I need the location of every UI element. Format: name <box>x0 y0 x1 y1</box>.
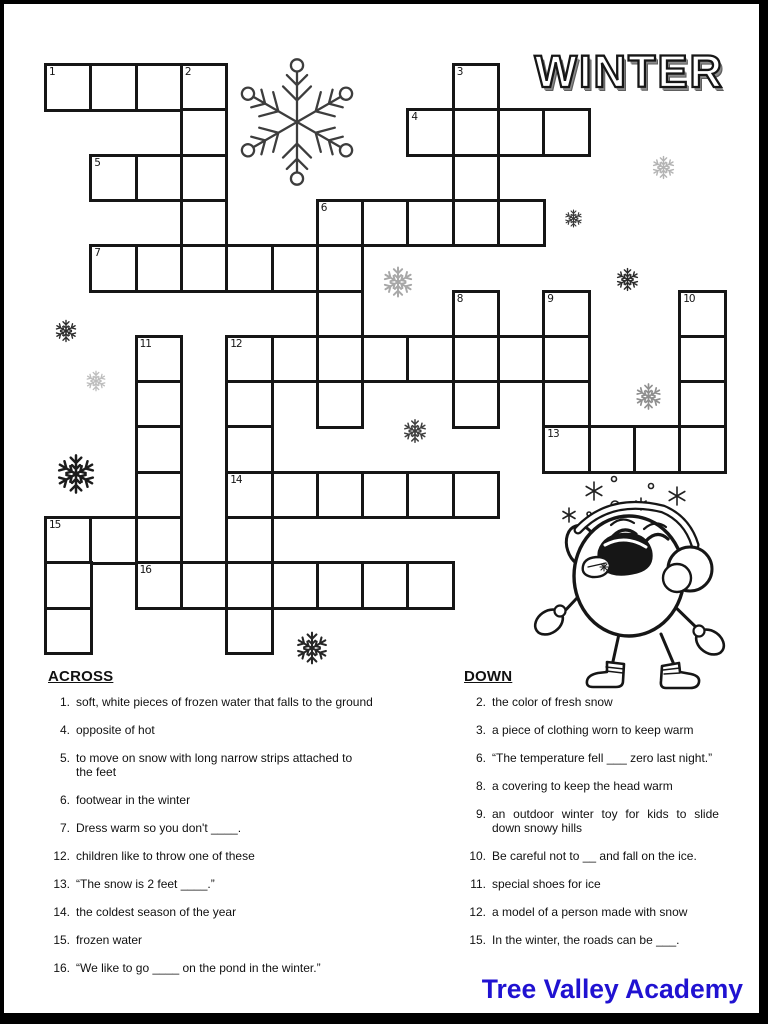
grid-cell-number: 8 <box>456 292 463 305</box>
clue-line: “We like to go ____ on the pond in the winter.” <box>76 961 321 976</box>
grid-cell[interactable] <box>44 63 93 112</box>
brand-name: Tree Valley Academy <box>481 974 743 1004</box>
grid-cell[interactable] <box>135 380 184 429</box>
clue-number: 6. <box>59 792 70 807</box>
clue-item <box>46 878 446 892</box>
grid-cell-number: 11 <box>139 337 151 350</box>
clue-number: 2. <box>475 695 486 709</box>
grid-cell[interactable] <box>271 335 320 384</box>
grid-cell[interactable] <box>452 63 501 112</box>
grid-cell[interactable] <box>44 561 93 610</box>
grid-cell[interactable] <box>542 425 591 474</box>
clue-number: 5. <box>59 751 70 766</box>
grid-cell[interactable] <box>452 199 501 248</box>
clue-item <box>462 724 762 738</box>
clue-item <box>46 850 446 864</box>
grid-cell[interactable] <box>89 244 138 293</box>
clue-item <box>462 808 762 835</box>
grid-cell-number: 12 <box>230 337 242 350</box>
grid-cell[interactable] <box>44 607 93 656</box>
grid-cell[interactable] <box>271 561 320 610</box>
grid-cell[interactable] <box>316 244 365 293</box>
grid-cell-number: 14 <box>230 473 242 486</box>
down-clues-section <box>462 668 762 962</box>
clue-text <box>76 724 412 738</box>
grid-cell[interactable] <box>452 154 501 203</box>
grid-cell[interactable] <box>497 108 546 157</box>
clue-text <box>492 906 742 920</box>
clue-number: 10. <box>469 849 486 864</box>
grid-cell[interactable] <box>89 63 138 112</box>
grid-cell-number: 7 <box>94 247 100 260</box>
clue-number: 4. <box>59 723 70 738</box>
grid-cell[interactable] <box>89 154 138 203</box>
clue-line: frozen water <box>76 933 143 948</box>
clue-number: 11. <box>470 877 486 892</box>
clue-text <box>492 752 742 766</box>
grid-cell[interactable] <box>180 63 229 112</box>
grid-cell-number: 5 <box>94 156 100 169</box>
grid-cell[interactable] <box>678 335 727 384</box>
grid-cell[interactable] <box>678 425 727 474</box>
grid-cell-number: 13 <box>547 428 559 441</box>
clue-text <box>76 822 412 836</box>
clue-line: the feet <box>76 764 117 779</box>
grid-cell[interactable] <box>633 425 682 474</box>
grid-cell[interactable] <box>406 471 455 520</box>
across-header: ACROSS <box>48 668 114 685</box>
clue-line: down snowy hills <box>492 820 583 835</box>
clue-text <box>492 724 742 738</box>
clue-item <box>46 962 446 976</box>
clue-text <box>492 878 742 892</box>
grid-cell[interactable] <box>316 380 365 429</box>
clue-line: “The temperature fell ___ zero last night.” <box>492 751 713 766</box>
clue-line: special shoes for ice <box>492 877 601 892</box>
grid-cell[interactable] <box>497 335 546 384</box>
clue-item <box>46 934 446 948</box>
grid-cell[interactable] <box>89 516 138 565</box>
clue-number: 8. <box>475 779 486 794</box>
clue-item <box>462 878 762 892</box>
grid-cell-number: 6 <box>320 201 327 214</box>
grid-cell[interactable] <box>361 561 410 610</box>
grid-cell-number: 1 <box>49 66 55 78</box>
grid-cell[interactable] <box>406 561 455 610</box>
clue-line: the coldest season of the year <box>76 905 237 920</box>
clue-number: 13. <box>53 877 70 892</box>
clue-number: 7. <box>59 820 70 835</box>
clue-text <box>76 878 412 892</box>
grid-cell[interactable] <box>452 471 501 520</box>
clue-number: 6. <box>475 751 486 766</box>
grid-cell[interactable] <box>135 471 184 520</box>
clue-number: 12. <box>469 905 486 920</box>
clue-number: 16. <box>53 961 70 976</box>
grid-cell-number: 4 <box>411 111 418 124</box>
clue-number: 15. <box>469 933 486 948</box>
clue-item <box>462 850 762 864</box>
grid-cell[interactable] <box>406 108 455 157</box>
clue-line: to move on snow with long narrow strips attached to <box>76 751 353 766</box>
grid-cell-number: 16 <box>139 564 151 577</box>
grid-cell[interactable] <box>542 335 591 384</box>
clue-line: opposite of hot <box>76 723 155 738</box>
clue-item <box>46 696 446 710</box>
grid-cell[interactable] <box>361 199 410 248</box>
down-header: DOWN <box>464 668 513 685</box>
clue-number: 15. <box>53 933 70 948</box>
clue-line: soft, white pieces of frozen water that falls to the ground <box>76 695 373 709</box>
grid-cell[interactable] <box>180 154 229 203</box>
grid-cell[interactable] <box>225 425 274 474</box>
grid-cell[interactable] <box>361 335 410 384</box>
clue-number: 9. <box>475 807 486 822</box>
clue-number: 12. <box>53 849 70 864</box>
grid-cell[interactable] <box>135 425 184 474</box>
clue-item <box>462 696 762 710</box>
grid-cell[interactable] <box>316 199 365 248</box>
clue-item <box>46 794 446 808</box>
clue-text <box>76 752 412 779</box>
clue-text <box>76 962 412 976</box>
clue-text <box>76 696 412 710</box>
clue-item <box>462 934 762 948</box>
clue-text <box>492 808 742 835</box>
grid-cell[interactable] <box>225 607 274 656</box>
across-clues-section <box>46 668 446 991</box>
grid-cell[interactable] <box>542 380 591 429</box>
clue-text <box>76 850 412 864</box>
clue-text <box>76 934 412 948</box>
clue-item <box>462 780 762 794</box>
grid-cell[interactable] <box>497 199 546 248</box>
grid-cell[interactable] <box>678 380 727 429</box>
grid-cell[interactable] <box>316 290 365 339</box>
clue-line: “The snow is 2 feet ____.” <box>76 877 215 892</box>
grid-cell[interactable] <box>225 471 274 520</box>
grid-cell[interactable] <box>225 244 274 293</box>
grid-cell[interactable] <box>316 335 365 384</box>
grid-cell[interactable] <box>180 244 229 293</box>
grid-cell[interactable] <box>452 290 501 339</box>
clue-item <box>462 906 762 920</box>
down-list <box>462 696 762 948</box>
grid-cell-number: 3 <box>456 66 463 78</box>
grid-cell-number: 10 <box>683 292 695 305</box>
grid-cell-number: 15 <box>49 519 61 531</box>
grid-cell[interactable] <box>542 290 591 339</box>
clue-item <box>46 822 446 836</box>
grid-cell[interactable] <box>452 335 501 384</box>
clue-number: 14. <box>53 905 70 920</box>
clue-line: children like to throw one of these <box>76 849 255 864</box>
grid-cell[interactable] <box>542 108 591 157</box>
grid-cell[interactable] <box>406 335 455 384</box>
grid-cell[interactable] <box>180 108 229 157</box>
grid-cell[interactable] <box>180 561 229 610</box>
grid-cell[interactable] <box>678 290 727 339</box>
clue-item <box>46 906 446 920</box>
clue-line: a model of a person made with snow <box>492 905 688 920</box>
page-title: WINTER <box>534 46 724 97</box>
grid-cell[interactable] <box>135 154 184 203</box>
clue-text <box>492 696 742 710</box>
grid-cell[interactable] <box>225 335 274 384</box>
grid-cell[interactable] <box>135 561 184 610</box>
clue-number: 1. <box>59 695 70 709</box>
clue-line: Dress warm so you don't ____. <box>76 820 242 835</box>
grid-cell[interactable] <box>452 108 501 157</box>
clue-item <box>46 724 446 738</box>
clue-line: a covering to keep the head warm <box>492 779 673 794</box>
grid-cell[interactable] <box>588 425 637 474</box>
grid-cell[interactable] <box>271 471 320 520</box>
clue-line: the color of fresh snow <box>492 695 613 709</box>
grid-cell[interactable] <box>135 335 184 384</box>
grid-cell[interactable] <box>316 471 365 520</box>
grid-cell[interactable] <box>180 199 229 248</box>
grid-cell-number: 2 <box>184 66 191 78</box>
clue-line: Be careful not to __ and fall on the ice. <box>492 849 697 864</box>
clue-text <box>76 906 412 920</box>
clue-item <box>46 752 446 779</box>
grid-cell[interactable] <box>406 199 455 248</box>
grid-cell[interactable] <box>225 380 274 429</box>
grid-cell[interactable] <box>225 561 274 610</box>
clue-line: an outdoor winter toy for kids to slide <box>492 807 719 822</box>
clue-line: In the winter, the roads can be ___. <box>492 933 680 948</box>
grid-cell[interactable] <box>135 516 184 565</box>
clue-text <box>492 780 742 794</box>
clue-text <box>492 934 742 948</box>
grid-cell-number: 9 <box>547 292 553 305</box>
grid-cell[interactable] <box>271 244 320 293</box>
clue-item <box>462 752 762 766</box>
clue-text <box>492 850 742 864</box>
grid-cell[interactable] <box>135 63 184 112</box>
grid-cell[interactable] <box>316 561 365 610</box>
grid-cell[interactable] <box>452 380 501 429</box>
clue-line: a piece of clothing worn to keep warm <box>492 723 694 738</box>
clue-text <box>76 794 412 808</box>
grid-cell[interactable] <box>361 471 410 520</box>
clue-line: footwear in the winter <box>76 792 191 807</box>
across-list <box>46 696 446 976</box>
grid-cell[interactable] <box>225 516 274 565</box>
grid-cell[interactable] <box>135 244 184 293</box>
clue-number: 3. <box>475 723 486 738</box>
grid-cell[interactable] <box>44 516 93 565</box>
